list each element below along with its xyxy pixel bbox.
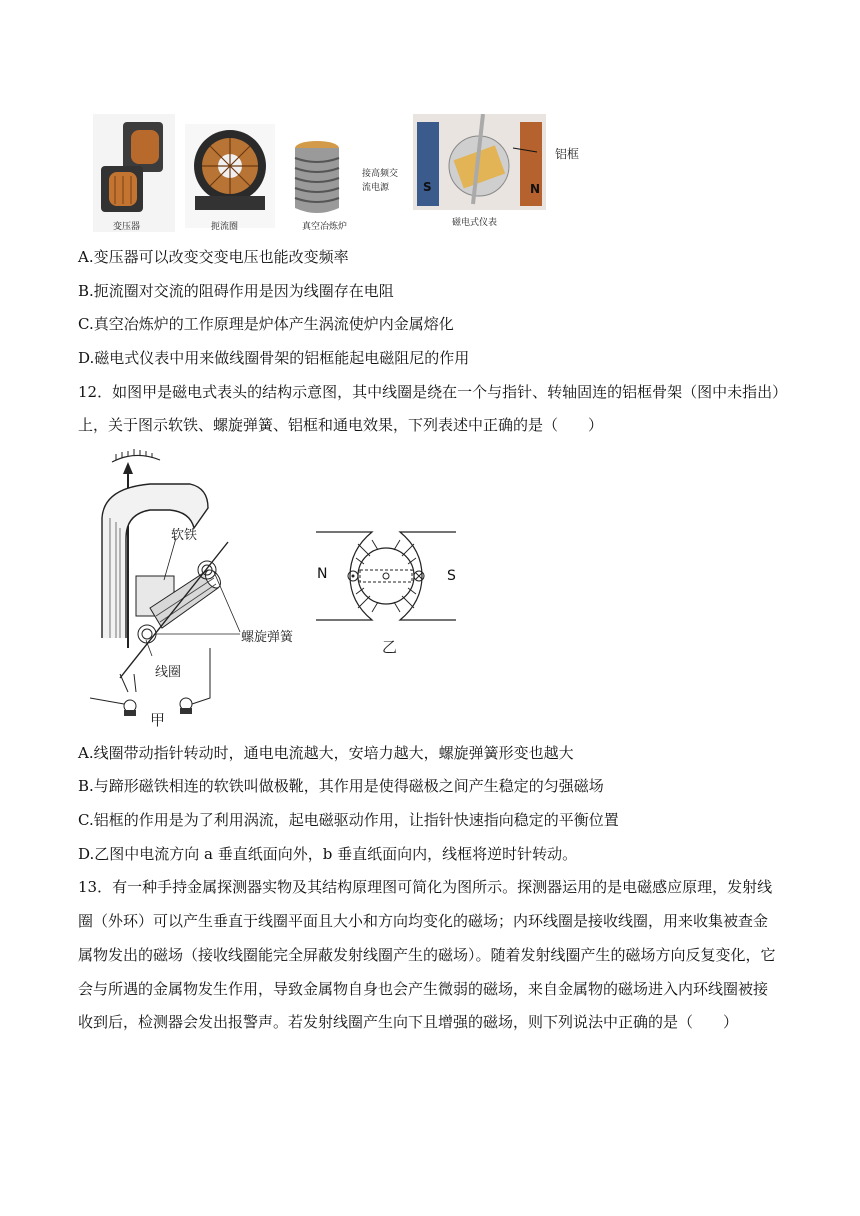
q13-stem-line4: 会与所遇的金属物发生作用，导致金属物自身也会产生微弱的磁场，来自金属物的磁场进入内环线圈被接 <box>78 980 769 998</box>
option-text: 乙图中电流方向 a 垂直纸面向外，b 垂直纸面向内，线框将逆时针转动。 <box>94 845 578 863</box>
figure-jia-caption: 甲 <box>150 711 166 729</box>
option-letter: D. <box>78 349 95 367</box>
label-coil: 线圈 <box>155 665 182 680</box>
q12-option-b <box>78 776 604 796</box>
q11-option-c <box>78 314 454 334</box>
yi-label-north: N <box>317 566 328 582</box>
vacuum-furnace-note-line1: 接高频交 <box>362 169 399 179</box>
option-text: 真空冶炼炉的工作原理是炉体产生涡流使炉内金属熔化 <box>93 315 454 333</box>
q13-stem-line3: 属物发出的磁场（接收线圈能完全屏蔽发射线圈产生的磁场）。随着发射线圈产生的磁场方向反复变化，它 <box>78 946 776 964</box>
choke-coil-image <box>185 124 275 228</box>
label-soft-iron: 软铁 <box>171 528 198 543</box>
meter-label-frame: 铝框 <box>555 147 580 161</box>
option-letter: C. <box>78 315 94 333</box>
option-text: 扼流圈对交流的阻碍作用是因为线圈存在电阻 <box>93 282 394 300</box>
option-letter: C. <box>78 811 94 829</box>
q11-option-b <box>78 281 394 301</box>
vacuum-furnace-note-line2: 流电源 <box>362 183 390 193</box>
choke-coil-caption: 扼流圈 <box>211 222 239 232</box>
option-text: 线圈带动指针转动时，通电电流越大，安培力越大，螺旋弹簧形变也越大 <box>93 744 574 762</box>
option-letter: A. <box>78 248 94 266</box>
option-text: 铝框的作用是为了利用涡流，起电磁驱动作用，让指针快速指向稳定的平衡位置 <box>93 811 619 829</box>
option-letter: A. <box>78 744 94 762</box>
meter-label-south: S <box>423 180 432 194</box>
option-text: 与蹄形磁铁相连的软铁叫做极靴，其作用是使得磁极之间产生稳定的匀强磁场 <box>93 777 604 795</box>
option-letter: B. <box>78 282 94 300</box>
q12-option-a <box>78 743 574 763</box>
q12-stem-line2: 上，关于图示软铁、螺旋弹簧、铝框和通电效果，下列表述中正确的是（ ） <box>78 416 604 434</box>
yi-label-south: S <box>447 568 456 584</box>
q13-stem-line2: 圈（外环）可以产生垂直于线圈平面且大小和方向均变化的磁场；内环线圈是接收线圈，用来收集被查金 <box>78 912 769 930</box>
figure-yi-caption: 乙 <box>382 638 398 656</box>
q13-stem-line1: 13．有一种手持金属探测器实物及其结构原理图可简化为图所示。探测器运用的是电磁感应原理，发射线 <box>78 878 773 896</box>
q11-option-a <box>78 247 349 267</box>
meter-caption: 磁电式仪表 <box>452 218 498 228</box>
transformer-caption: 变压器 <box>113 222 141 232</box>
label-spring: 螺旋弹簧 <box>241 630 294 645</box>
q13-stem-line5: 收到后，检测器会发出报警声。若发射线圈产生向下且增强的磁场，则下列说法中正确的是（ ） <box>78 1013 739 1031</box>
option-text: 磁电式仪表中用来做线圈骨架的铝框能起电磁阻尼的作用 <box>94 349 470 367</box>
q12-option-d <box>78 844 577 864</box>
q12-option-c <box>78 810 619 830</box>
q12-stem-line1: 12．如图甲是磁电式表头的结构示意图，其中线圈是绕在一个与指针、转轴固连的铝框骨架（图中未指出） <box>78 383 788 401</box>
vacuum-furnace-caption: 真空冶炼炉 <box>302 222 348 232</box>
figure-jia-diagram <box>90 448 310 730</box>
option-text: 变压器可以改变交变电压也能改变频率 <box>93 248 349 266</box>
transformer-image <box>93 114 175 232</box>
meter-label-north: N <box>530 182 541 196</box>
q11-option-d <box>78 348 469 368</box>
option-letter: D. <box>78 845 95 863</box>
moving-coil-meter-image <box>413 114 546 210</box>
option-letter: B. <box>78 777 94 795</box>
figure-yi-diagram <box>310 526 462 628</box>
